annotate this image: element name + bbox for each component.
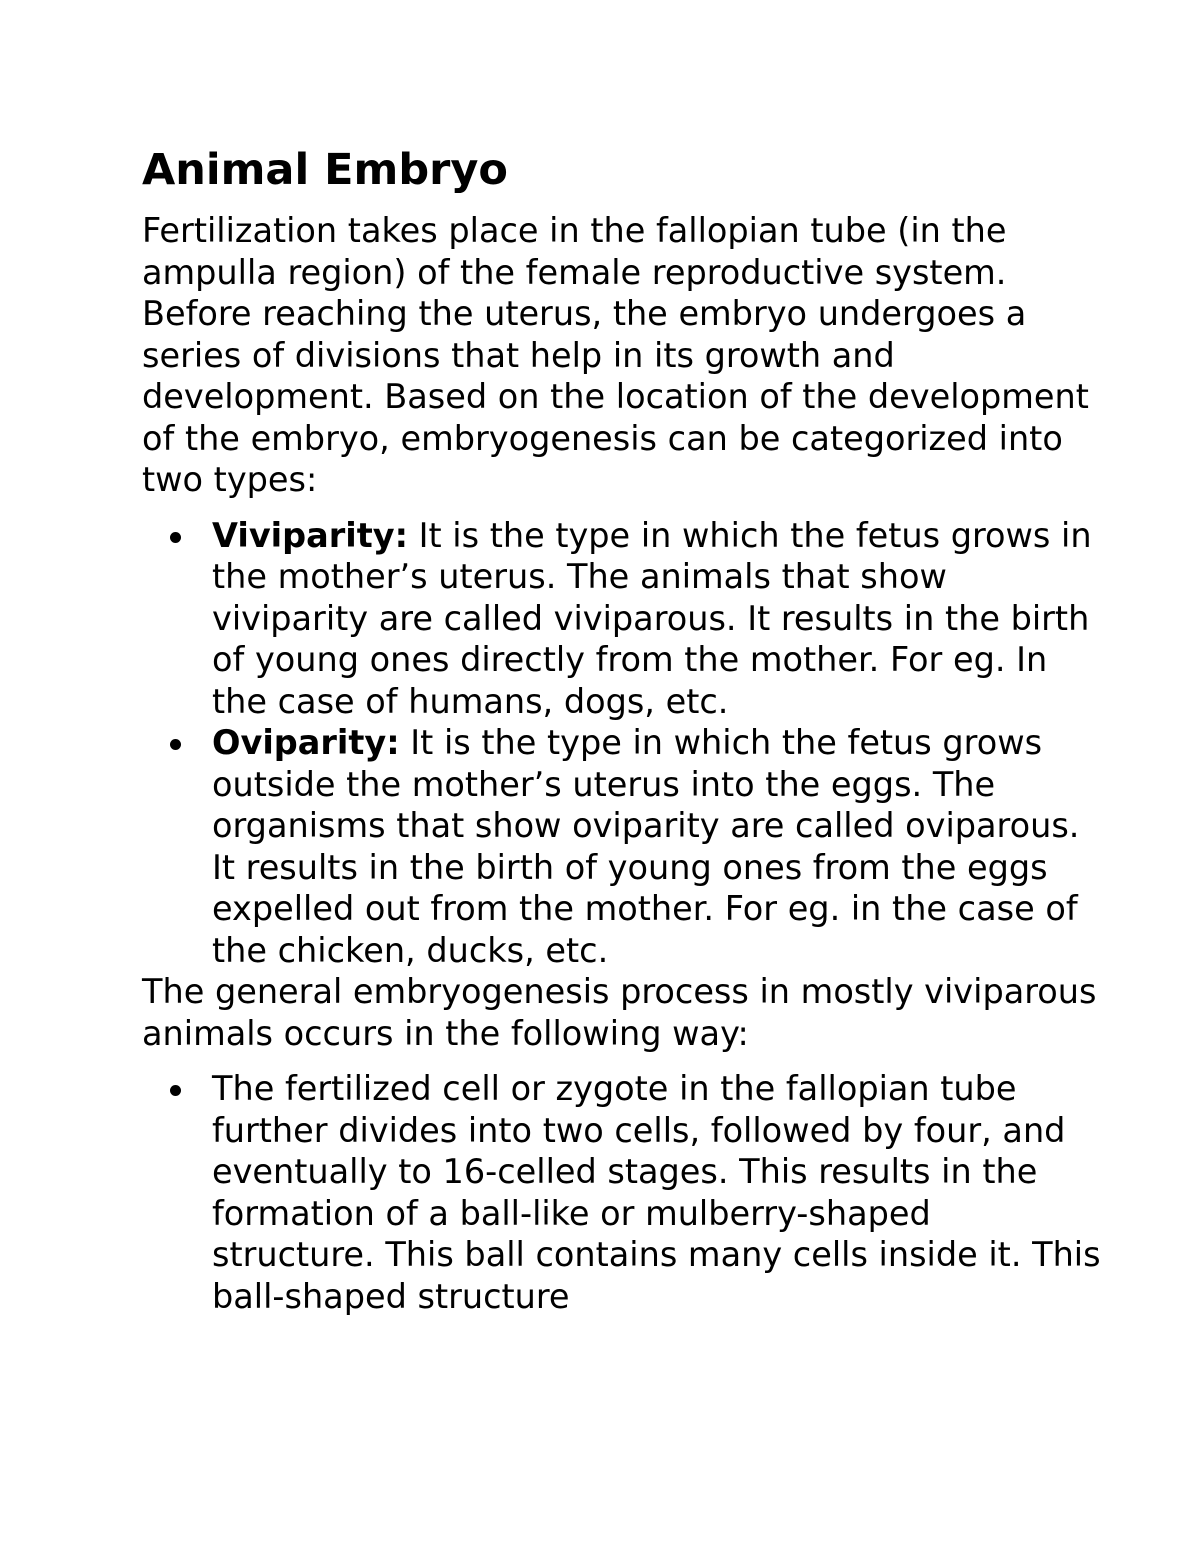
document-title: Animal Embryo [142,145,508,195]
list-item-step-1 [142,1068,1102,1317]
embryogenesis-types-list [142,515,1102,972]
list-item-viviparity [142,515,1102,723]
list-item-oviparity [142,722,1102,971]
bullet-icon [170,1085,181,1096]
term-viviparity: Viviparity: [212,515,408,555]
definition-viviparity: It is the type in which the fetus grows in the mother’s uterus. The animals that show viviparity are called viviparous. It results in the birth of young ones directly from the mother. For eg. In the case of humans, dogs, etc. [212,515,1092,721]
bullet-icon [170,532,181,543]
process-steps-list [142,1068,1102,1317]
bullet-icon [170,739,181,750]
term-oviparity: Oviparity: [212,723,400,762]
step-text: The fertilized cell or zygote in the fallopian tube further divides into two cells, followed by four, and eventually to 16-celled stages. This results in the formation of a ball-like or mulberry-shaped structure. This ball contains many cells inside it. This ball-shaped structure [212,1069,1101,1316]
intro-paragraph: Fertilization takes place in the fallopian tube (in the ampulla region) of the female reproductive system. Before reaching the uterus, the embryo undergoes a series of divisions that help in its growth and development. Based on the location of the development of the embryo, embryogenesis can be categorized into two types: [142,211,1089,499]
definition-oviparity: It is the type in which the fetus grows outside the mother’s uterus into the eggs. The organisms that show oviparity are called oviparous. It results in the birth of young ones from the eggs expelled out from the mother. For eg. in the case of the chicken, ducks, etc. [212,723,1080,970]
document-page [142,140,1102,1317]
process-intro-paragraph: The general embryogenesis process in mostly viviparous animals occurs in the following way: [142,972,1097,1053]
